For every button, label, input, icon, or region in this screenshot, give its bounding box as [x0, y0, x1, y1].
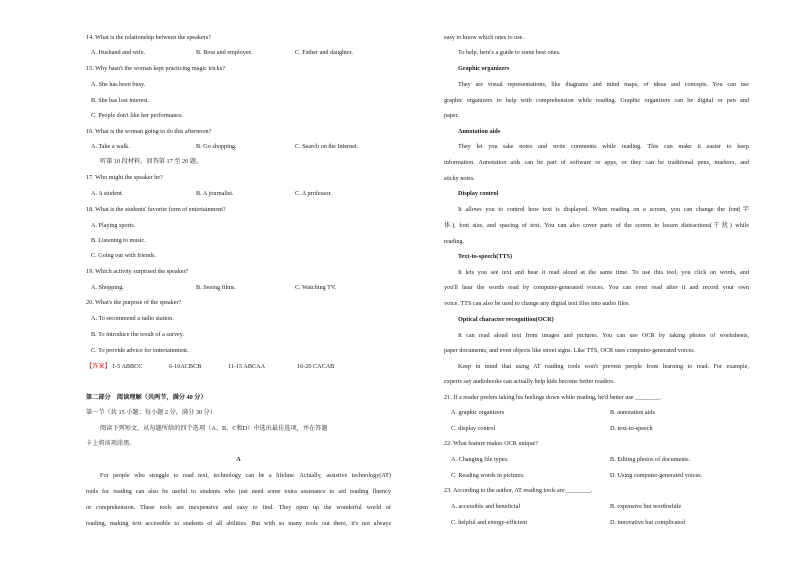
q22-option-b: B. Editing photos of documents.	[610, 456, 691, 463]
guide-intro: To help, here's a guide to some best ones.	[458, 49, 561, 56]
graphic-organizers-line-2: graphic organizers to help with comprehension while reading. Graphic organizers can be digital or pen and	[444, 97, 749, 104]
q17-option-a: A. A student.	[91, 190, 124, 197]
q21-stem: 21. If a reader prefers taking his feelings down while reading, he'd better use ________.	[444, 394, 662, 401]
instruction-line-1: 阅读下列短文，从每题所给的四个选项（A、B、C和D）中选出最佳选项，并在答题	[100, 425, 328, 432]
answer-label: 【答案】	[86, 363, 111, 370]
q17-option-b: B. A journalist.	[196, 190, 234, 197]
listening-instruction: 听第 10 段材料，回答第 17 至 20 题。	[100, 158, 203, 165]
q16-stem: 16. What is the woman going to do this afternoon?	[86, 128, 212, 135]
q15-option-b: B. She has lost interest.	[91, 97, 150, 104]
q17-option-c: C. A professor.	[295, 190, 332, 197]
section-one-heading: 第一节（共 15 小题；每小题 2 分，满分 30 分）	[86, 409, 216, 416]
q16-option-c: C. Search on the Internet.	[295, 143, 359, 150]
q17-stem: 17. Who might the speaker be?	[86, 174, 163, 181]
q22-stem: 22. What feature makes OCR unique?	[444, 440, 539, 447]
tts-line-1: It lets you see text and hear it read aloud at the same time. To use this tool, you click on words, and	[458, 269, 749, 276]
q21-option-a: A. graphic organizers	[451, 409, 505, 416]
q18-stem: 18. What is the students' favorite form of entertainment?	[86, 206, 226, 213]
heading-text-to-speech: Text-to-speech(TTS)	[458, 253, 513, 260]
graphic-organizers-line-1: They are visual representations, like diagrams and mind maps, of ideas and concepts. You can use	[458, 81, 749, 88]
passage-continuation: easy to know which ones to use.	[444, 34, 524, 41]
passage-a-line-1: For people who struggle to read text, technology can be a lifeline. Actually, assistive technology(AT)	[100, 472, 391, 479]
display-control-line-2: 体), font size, and spacing of text. You can also cover parts of the screen to lessen distractions(干扰) while	[444, 222, 749, 229]
part-two-heading: 第二部分 阅读理解（共两节，满分 40 分）	[86, 394, 207, 401]
answer-group-1: 1-5 ABBCC	[112, 363, 143, 370]
q22-option-d: D. Using computer-generated voices.	[610, 472, 703, 479]
q19-option-a: A. Shopping.	[91, 284, 124, 291]
q22-option-c: C. Reading words in pictures.	[451, 472, 525, 479]
display-control-line-3: reading.	[444, 238, 465, 245]
q23-option-d: D. innovative but complicated	[610, 519, 685, 526]
tts-line-2: you'll hear the words read by computer-generated voices. You can even read after it and record your own	[444, 284, 749, 291]
heading-display-control: Display control	[458, 190, 499, 197]
q19-stem: 19. Which activity surprised the speaker?	[86, 268, 189, 275]
q23-stem: 23. According to the author, AT reading tools are ________.	[444, 487, 593, 494]
answer-group-4: 16-20 CACAB	[297, 363, 335, 370]
q21-option-c: C. display control	[451, 425, 496, 432]
instruction-line-2: 卡上将该项涂黑。	[86, 440, 136, 447]
answer-group-2: 6-10ACBCB	[169, 363, 202, 370]
q16-option-b: B. Go shopping.	[196, 143, 237, 150]
q15-option-c: C. People don't like her performance.	[91, 112, 184, 119]
heading-ocr: Optical character recognition(OCR)	[458, 316, 554, 323]
q15-stem: 15. Why hasn't the woman kept practicing magic tricks?	[86, 65, 225, 72]
q20-stem: 20. What's the purpose of the speaker?	[86, 299, 182, 306]
passage-a-line-3: or comprehension. These tools are inexpensive and easy to find. They open up the wonderful world of	[86, 504, 391, 511]
q20-option-b: B. To introduce the result of a survey.	[91, 331, 185, 338]
q20-option-c: C. To provide advice for entertainment.	[91, 347, 189, 354]
annotation-aids-line-2: information. Annotation aids can be part of software or apps, or they can be traditional pens, markers, and	[444, 159, 749, 166]
q18-option-c: C. Going out with friends.	[91, 252, 156, 259]
passage-letter: A	[236, 456, 241, 463]
q23-option-c: C. helpful and energy-efficient	[451, 519, 528, 526]
q19-option-c: C. Watching TV.	[295, 284, 337, 291]
q23-option-b: B. expensive but worthwhile	[610, 503, 682, 510]
ocr-line-2: paper documents, and even objects like street signs. Like TTS, OCR uses computer-generated voices.	[444, 347, 696, 354]
q14-option-b: B. Boss and employee.	[196, 49, 253, 56]
q14-option-c: C. Father and daughter.	[295, 49, 353, 56]
q14-option-a: A. Husband and wife.	[91, 49, 146, 56]
graphic-organizers-line-3: paper.	[444, 112, 459, 119]
annotation-aids-line-3: sticky notes.	[444, 175, 475, 182]
q16-option-a: A. Take a walk.	[91, 143, 130, 150]
q15-option-a: A. She has been busy.	[91, 81, 146, 88]
passage-a-line-4: reading, making text accessible to students of all abilities. But with so many tools out there, it's not always	[86, 520, 391, 527]
q22-option-a: A. Changing file types.	[451, 456, 509, 463]
q21-option-d: D. text-to-speech	[610, 425, 653, 432]
answer-group-3: 11-15 ABCAA	[228, 363, 266, 370]
heading-graphic-organizers: Graphic organizers	[458, 65, 510, 72]
annotation-aids-line-1: They let you take notes and write comments while reading. This can make it easier to keep	[458, 143, 749, 150]
conclusion-line-1: Keep in mind that using AT reading tools won't prevent people from learning to read. For example,	[458, 363, 749, 370]
q18-option-b: B. Listening to music.	[91, 237, 146, 244]
q23-option-a: A. accessible and beneficial	[451, 503, 521, 510]
q14-stem: 14. What is the relationship between the speakers?	[86, 34, 211, 41]
conclusion-line-2: experts say audiobooks can actually help kids become better readers.	[444, 378, 615, 385]
tts-line-3: voice. TTS can also be used to change any digital text files into audio files.	[444, 300, 630, 307]
q21-option-b: B. annotation aids	[610, 409, 655, 416]
q18-option-a: A. Playing sports.	[91, 222, 136, 229]
display-control-line-1: It allows you to control how text is displayed. When reading on a screen, you can change the font(字	[458, 206, 749, 213]
ocr-line-1: It can read aloud text from images and pictures. You can use OCR by taking photos of worksheets,	[458, 332, 749, 339]
heading-annotation-aids: Annotation aids	[458, 128, 501, 135]
q20-option-a: A. To recommend a radio station.	[91, 315, 174, 322]
q19-option-b: B. Seeing films.	[196, 284, 236, 291]
passage-a-line-2: tools for reading can also be useful to students who just need some extra assistance to aid reading fluency	[86, 488, 391, 495]
